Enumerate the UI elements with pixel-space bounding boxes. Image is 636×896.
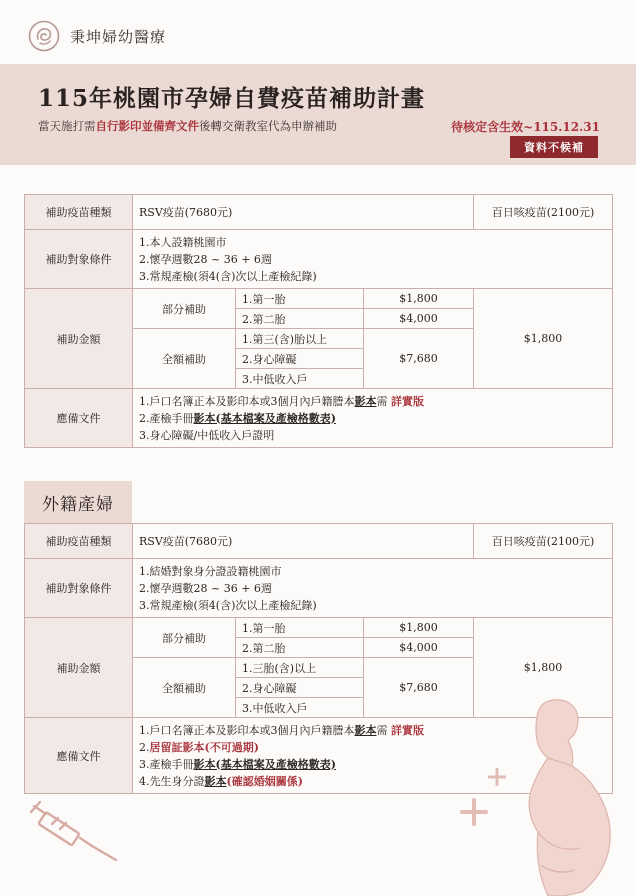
table-row <box>25 559 613 618</box>
full-item: 1.三胎(含)以上 <box>236 658 364 678</box>
vaccine-pertussis: 百日咳疫苗(2100元) <box>474 524 613 559</box>
doc-text: 2. <box>139 740 150 754</box>
eligibility-item: 2.懷孕週數28 ~ 36 + 6週 <box>139 252 272 266</box>
partial-item: 2.第二胎 <box>236 309 364 329</box>
doc-emphasis: 影本(基本檔案及產檢格數表) <box>193 757 336 771</box>
partial-amount: $4,000 <box>364 638 474 658</box>
table-row <box>25 524 613 559</box>
doc-text: 2.產檢手冊 <box>139 411 194 425</box>
brand-header <box>28 18 166 54</box>
partial-label: 部分補助 <box>133 289 236 329</box>
partial-amount: $1,800 <box>364 618 474 638</box>
banner-subtitle <box>38 118 337 134</box>
vaccine-pertussis: 百日咳疫苗(2100元) <box>474 195 613 230</box>
doc-emphasis: 影本 <box>354 723 377 737</box>
womb-logo-icon <box>28 20 60 52</box>
table-row <box>25 618 613 638</box>
pertussis-amount: $1,800 <box>474 618 613 718</box>
vaccine-type-label: 補助疫苗種類 <box>25 195 133 230</box>
table-row <box>25 389 613 448</box>
doc-text: 3.產檢手冊 <box>139 757 194 771</box>
brand-name: 秉坤婦幼醫療 <box>70 27 167 46</box>
syringe-icon <box>28 800 120 862</box>
doc-text: 1.戶口名簿正本及影印本或3個月內戶籍謄本 <box>139 394 355 408</box>
eligibility-item: 2.懷孕週數28 ~ 36 + 6週 <box>139 581 272 595</box>
doc-item <box>139 393 606 410</box>
validity-note: 待核定含生效~115.12.31 <box>451 120 600 134</box>
eligibility-label: 補助對象條件 <box>25 559 133 618</box>
plus-icon <box>488 768 506 786</box>
partial-item: 1.第一胎 <box>236 289 364 309</box>
page-title: 115年桃園市孕婦自費疫苗補助計畫 <box>38 85 426 112</box>
title-banner <box>0 64 636 165</box>
partial-label: 部分補助 <box>133 618 236 658</box>
subtitle-post: 後轉交衛教室代為申辦補助 <box>199 119 337 133</box>
subtitle-pre: 當天施打需 <box>38 119 96 133</box>
doc-warning: 詳實版 <box>391 723 424 737</box>
eligibility-item: 3.常規產檢(須4(含)次以上產檢紀錄) <box>139 269 317 283</box>
pregnant-woman-illustration <box>508 696 620 896</box>
full-amount: $7,680 <box>364 658 474 718</box>
partial-amount: $1,800 <box>364 289 474 309</box>
subtitle-highlight: 自行影印並備齊文件 <box>95 119 199 133</box>
partial-item: 1.第一胎 <box>236 618 364 638</box>
docs-label: 應備文件 <box>25 389 133 448</box>
eligibility-list <box>133 230 613 289</box>
table-row <box>25 289 613 309</box>
table-row <box>25 195 613 230</box>
full-item: 1.第三(含)胎以上 <box>236 329 364 349</box>
doc-text: 1.戶口名簿正本及影印本或3個月內戶籍謄本 <box>139 723 355 737</box>
eligibility-label: 補助對象條件 <box>25 230 133 289</box>
full-item: 2.身心障礙 <box>236 678 364 698</box>
no-backfill-badge: 資料不候補 <box>510 136 598 158</box>
docs-list <box>133 389 613 448</box>
doc-emphasis: 影本 <box>204 774 227 788</box>
doc-item <box>139 410 606 427</box>
docs-label: 應備文件 <box>25 718 133 794</box>
partial-amount: $4,000 <box>364 309 474 329</box>
full-item: 2.身心障礙 <box>236 349 364 369</box>
full-label: 全額補助 <box>133 329 236 389</box>
plus-icon <box>460 798 488 826</box>
doc-warning: 居留証影本(不可過期) <box>149 740 259 754</box>
pertussis-amount: $1,800 <box>474 289 613 389</box>
table-row <box>25 230 613 289</box>
vaccine-type-label: 補助疫苗種類 <box>25 524 133 559</box>
section-title-foreign: 外籍產婦 <box>24 481 132 523</box>
doc-text: 需 <box>376 394 388 408</box>
doc-warning: (確認婚姻關係) <box>226 774 303 788</box>
doc-item: 3.身心障礙/中低收入戶證明 <box>139 428 275 442</box>
full-amount: $7,680 <box>364 329 474 389</box>
doc-emphasis: 影本 <box>354 394 377 408</box>
vaccine-rsv: RSV疫苗(7680元) <box>133 195 474 230</box>
partial-item: 2.第二胎 <box>236 638 364 658</box>
full-label: 全額補助 <box>133 658 236 718</box>
eligibility-item: 1.本人設籍桃園市 <box>139 235 227 249</box>
full-item: 3.中低收入戶 <box>236 698 364 718</box>
doc-warning: 詳實版 <box>391 394 424 408</box>
amount-label: 補助金額 <box>25 618 133 718</box>
doc-emphasis: 影本(基本檔案及產檢格數表) <box>193 411 336 425</box>
local-subsidy-table <box>24 194 613 448</box>
eligibility-list <box>133 559 613 618</box>
amount-label: 補助金額 <box>25 289 133 389</box>
doc-text: 需 <box>376 723 388 737</box>
eligibility-item: 3.常規產檢(須4(含)次以上產檢紀錄) <box>139 598 317 612</box>
doc-text: 4.先生身分證 <box>139 774 205 788</box>
eligibility-item: 1.結婚對象身分證設籍桃園市 <box>139 564 282 578</box>
vaccine-rsv: RSV疫苗(7680元) <box>133 524 474 559</box>
full-item: 3.中低收入戶 <box>236 369 364 389</box>
